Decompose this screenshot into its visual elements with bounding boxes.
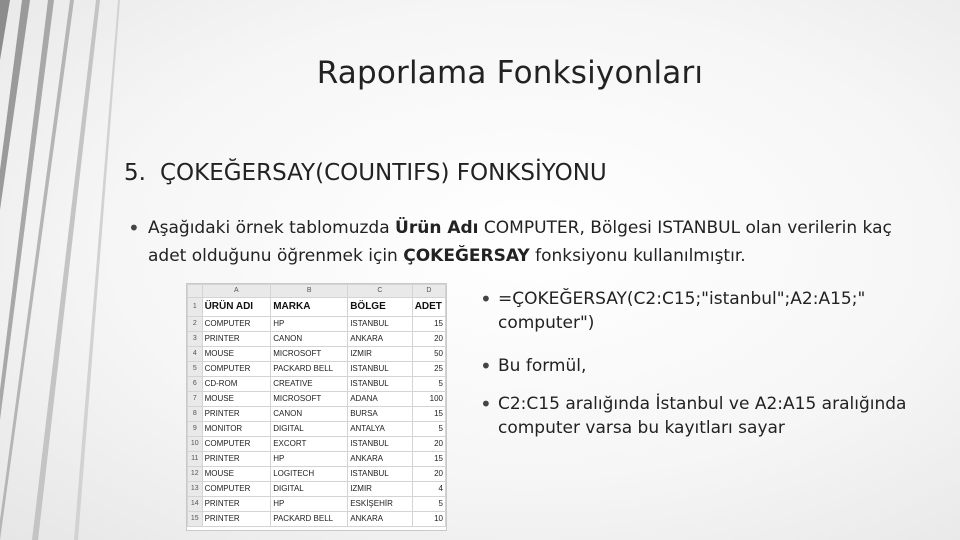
intro-text	[148, 214, 928, 270]
table-cell: 5	[412, 377, 445, 392]
table-cell: PRINTER	[202, 512, 271, 527]
row-number: 4	[188, 347, 203, 362]
row-number: 7	[188, 392, 203, 407]
row-number: 1	[188, 298, 203, 317]
corner-cell	[188, 285, 203, 298]
table-cell: ISTANBUL	[348, 437, 413, 452]
table-cell: PRINTER	[202, 407, 271, 422]
table-cell: PRINTER	[202, 332, 271, 347]
table-row	[188, 452, 446, 467]
table-cell: MOUSE	[202, 392, 271, 407]
table-cell: ANTALYA	[348, 422, 413, 437]
bullet-dot-icon: •	[480, 392, 492, 416]
table-row	[188, 512, 446, 527]
explanation-bullet	[480, 392, 920, 440]
table-cell: ISTANBUL	[348, 317, 413, 332]
table-cell: IZMIR	[348, 347, 413, 362]
table-cell: PRINTER	[202, 452, 271, 467]
header-cell: BÖLGE	[348, 298, 413, 317]
row-number: 3	[188, 332, 203, 347]
table-cell: 25	[412, 362, 445, 377]
table-cell: ADANA	[348, 392, 413, 407]
table-cell: PRINTER	[202, 497, 271, 512]
slide-title: Raporlama Fonksiyonları	[316, 55, 704, 91]
table-row	[188, 377, 446, 392]
table-cell: MICROSOFT	[271, 347, 348, 362]
table-cell: 100	[412, 392, 445, 407]
table-cell: MOUSE	[202, 467, 271, 482]
table-row	[188, 482, 446, 497]
table-cell: COMPUTER	[202, 362, 271, 377]
table-cell: ESKİŞEHİR	[348, 497, 413, 512]
table-cell: EXCORT	[271, 437, 348, 452]
table-cell: CD-ROM	[202, 377, 271, 392]
table-cell: 5	[412, 497, 445, 512]
formula-bullet	[480, 287, 920, 335]
table-cell: COMPUTER	[202, 437, 271, 452]
spreadsheet-image	[186, 283, 447, 531]
row-number: 8	[188, 407, 203, 422]
table-cell: ISTANBUL	[348, 377, 413, 392]
table-cell: COMPUTER	[202, 317, 271, 332]
table-cell: HP	[271, 317, 348, 332]
table-cell: 20	[412, 467, 445, 482]
table-cell: MONITOR	[202, 422, 271, 437]
table-cell: MICROSOFT	[271, 392, 348, 407]
row-number: 12	[188, 467, 203, 482]
bu-formul-text: Bu formül,	[498, 356, 587, 376]
row-number: 10	[188, 437, 203, 452]
bu-formul-bullet	[480, 354, 920, 378]
table-cell: PACKARD BELL	[271, 362, 348, 377]
intro-bullet	[128, 214, 928, 270]
table-cell: HP	[271, 452, 348, 467]
column-letter-row	[188, 285, 446, 298]
table-cell: 15	[412, 452, 445, 467]
row-number: 13	[188, 482, 203, 497]
bullet-dot-icon: •	[128, 216, 140, 240]
row-number: 14	[188, 497, 203, 512]
table-cell: IZMIR	[348, 482, 413, 497]
header-cell: ÜRÜN ADI	[202, 298, 271, 317]
table-row	[188, 317, 446, 332]
table-cell: CREATIVE	[271, 377, 348, 392]
table-cell: 10	[412, 512, 445, 527]
table-cell: ISTANBUL	[348, 362, 413, 377]
explanation-text: C2:C15 aralığında İstanbul ve A2:A15 aralığında computer varsa bu kayıtları sayar	[498, 394, 907, 438]
column-letter: A	[202, 285, 271, 298]
column-letter: D	[412, 285, 445, 298]
table-cell: LOGITECH	[271, 467, 348, 482]
table-row	[188, 392, 446, 407]
table-cell: 20	[412, 437, 445, 452]
table-cell: ANKARA	[348, 452, 413, 467]
table-row	[188, 347, 446, 362]
table-row	[188, 467, 446, 482]
table-row	[188, 497, 446, 512]
formula-text: =ÇOKEĞERSAY(C2:C15;"istanbul";A2:A15;" computer")	[498, 289, 866, 333]
table-cell: 15	[412, 317, 445, 332]
table-cell: DIGITAL	[271, 422, 348, 437]
header-cell: MARKA	[271, 298, 348, 317]
intro-bold-function: ÇOKEĞERSAY	[403, 246, 530, 266]
row-number: 2	[188, 317, 203, 332]
table-cell: CANON	[271, 407, 348, 422]
column-letter: C	[348, 285, 413, 298]
table-cell: BURSA	[348, 407, 413, 422]
column-letter: B	[271, 285, 348, 298]
table-cell: MOUSE	[202, 347, 271, 362]
table-cell: 50	[412, 347, 445, 362]
intro-part2: COMPUTER, Bölgesi ISTANBUL olan verilerin kaç adet olduğunu öğrenmek için	[148, 218, 892, 266]
intro-part3: fonksiyonu kullanılmıştır.	[529, 246, 746, 266]
bullet-dot-icon: •	[480, 354, 492, 378]
table-row	[188, 332, 446, 347]
table-row	[188, 407, 446, 422]
row-number: 9	[188, 422, 203, 437]
header-cell: ADET	[412, 298, 445, 317]
table-header-row	[188, 298, 446, 317]
data-table	[187, 284, 446, 527]
table-cell: 5	[412, 422, 445, 437]
row-number: 6	[188, 377, 203, 392]
heading-number: 5.	[124, 160, 146, 186]
section-heading	[124, 160, 607, 186]
table-cell: 15	[412, 407, 445, 422]
table-cell: ISTANBUL	[348, 467, 413, 482]
table-row	[188, 422, 446, 437]
table-row	[188, 362, 446, 377]
table-cell: DIGITAL	[271, 482, 348, 497]
row-number: 15	[188, 512, 203, 527]
bullet-dot-icon: •	[480, 287, 492, 311]
table-cell: ANKARA	[348, 332, 413, 347]
row-number: 11	[188, 452, 203, 467]
table-cell: 20	[412, 332, 445, 347]
table-cell: HP	[271, 497, 348, 512]
table-row	[188, 437, 446, 452]
table-cell: COMPUTER	[202, 482, 271, 497]
table-cell: ANKARA	[348, 512, 413, 527]
table-cell: PACKARD BELL	[271, 512, 348, 527]
intro-part1: Aşağıdaki örnek tablomuzda	[148, 218, 396, 238]
heading-text: ÇOKEĞERSAY(COUNTIFS) FONKSİYONU	[159, 160, 607, 186]
intro-bold-product: Ürün Adı	[395, 218, 479, 238]
table-cell: 4	[412, 482, 445, 497]
table-cell: CANON	[271, 332, 348, 347]
row-number: 5	[188, 362, 203, 377]
